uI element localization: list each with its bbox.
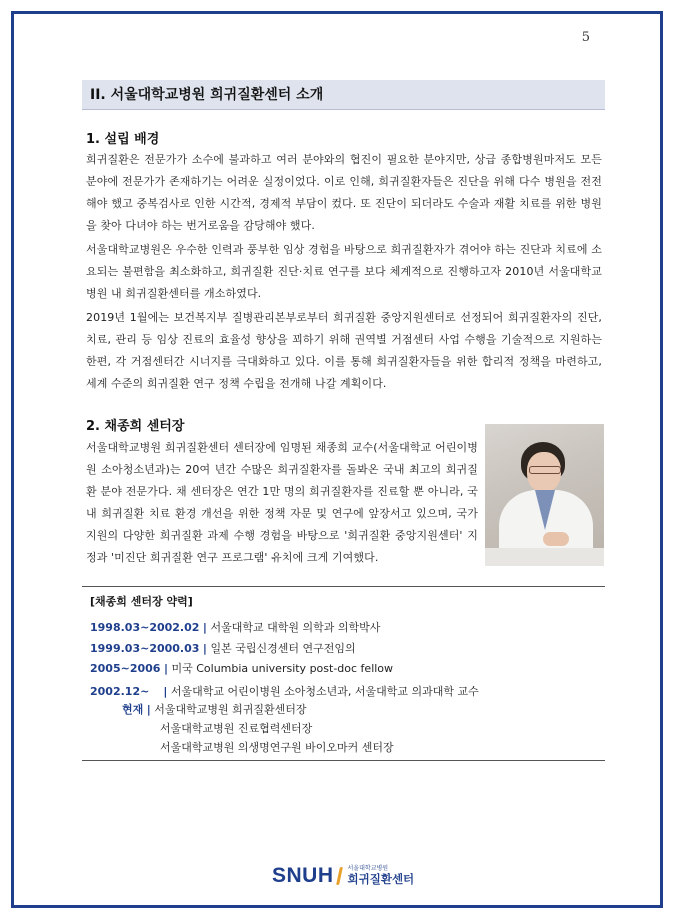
logo-text xyxy=(348,866,415,886)
page-number: 5 xyxy=(581,30,590,45)
career-row: 현재 | 서울대학교병원 희귀질환센터장 xyxy=(122,703,307,716)
career-row: 1999.03~2000.03 | 일본 국립신경센터 연구전임의 xyxy=(90,642,356,655)
career-row: 2005~2006 | 미국 Columbia university post-doc fellow xyxy=(90,662,394,675)
career-row: 서울대학교병원 의생명연구원 바이오마커 센터장 xyxy=(160,741,394,754)
section-title: II. 서울대학교병원 희귀질환센터 소개 xyxy=(82,80,605,110)
paragraph-founding-1: 희귀질환은 전문가가 소수에 불과하고 여러 분야와의 협진이 필요한 분야지만, 상급 종합병원마저도 모든 분야에 전문가가 존재하기는 어려운 실정이었다. 이로 인해, 희귀질환자들은 진단을 위해 다수 병원을 전전해야 했고 중복검사로 인한 시간적, 경제적 부담이 컸다. 또 진단이 되더라도 수술과 재활 치료를 위한 병원을 찾아 다녀야 하는 번거로움을 감당해야 했다. xyxy=(86,153,602,232)
career-row: 서울대학교병원 진료협력센터장 xyxy=(160,722,313,735)
snuh-rare-disease-center-logo xyxy=(272,862,414,890)
career-label: [채종희 센터장 약력] xyxy=(90,595,193,608)
heading-founding-background: 1. 설립 배경 xyxy=(86,132,160,147)
career-row: 1998.03~2002.02 | 서울대학교 대학원 의학과 의학박사 xyxy=(90,621,381,634)
paragraph-founding-3: 2019년 1월에는 보건복지부 질병관리본부로부터 희귀질환 중앙지원센터로 선정되어 희귀질환자의 진단, 치료, 관리 등 임상 진료의 효율성 향상을 꾀하기 위해 권역별 거점센터 사업 수행을 기술적으로 지원하는 한편, 각 거점센터간 시너지를 극대화하고 있다. 이를 통해 희귀질환자들을 위한 합리적 정책을 마련하고, 세계 수준의 희귀질환 연구 정책 수립을 전개해 나갈 계획이다. xyxy=(86,311,602,390)
paragraph-founding-2: 서울대학교병원은 우수한 인력과 풍부한 임상 경험을 바탕으로 희귀질환자가 겪어야 하는 진단과 치료에 소요되는 불편함을 최소화하고, 희귀질환 진단·치료 연구를 보다 체계적으로 진행하고자 2010년 서울대학교병원 내 희귀질환센터를 개소하였다. xyxy=(86,243,602,300)
career-top-rule xyxy=(82,586,605,587)
paragraph-director: 서울대학교병원 희귀질환센터 센터장에 임명된 채종희 교수(서울대학교 어린이병원 소아청소년과)는 20여 년간 수많은 희귀질환자를 돌봐온 국내 최고의 희귀질환 분야 전문가다. 채 센터장은 연간 1만 명의 희귀질환자를 진료할 뿐 아니라, 국내 희귀질환 치료 환경 개선을 위한 정책 자문 및 연구에 앞장서고 있으며, 국가 지원의 다양한 희귀질환 과제 수행 경험을 바탕으로 '희귀질환 중앙지원센터' 지정과 '미진단 희귀질환 연구 프로그램' 유치에 크게 기여했다. xyxy=(86,441,478,564)
logo-subtitle: 서울대학교병원 xyxy=(347,865,389,873)
career-bottom-rule xyxy=(82,760,605,761)
logo-accent-icon xyxy=(337,865,343,887)
career-row: 2002.12~ | 서울대학교 어린이병원 소아청소년과, 서울대학교 의과대학 교수 xyxy=(90,685,479,698)
logo-mark: SNUH xyxy=(272,864,334,887)
heading-center-director: 2. 채종희 센터장 xyxy=(86,419,185,434)
director-photo xyxy=(485,424,604,566)
logo-title: 희귀질환센터 xyxy=(347,872,415,887)
